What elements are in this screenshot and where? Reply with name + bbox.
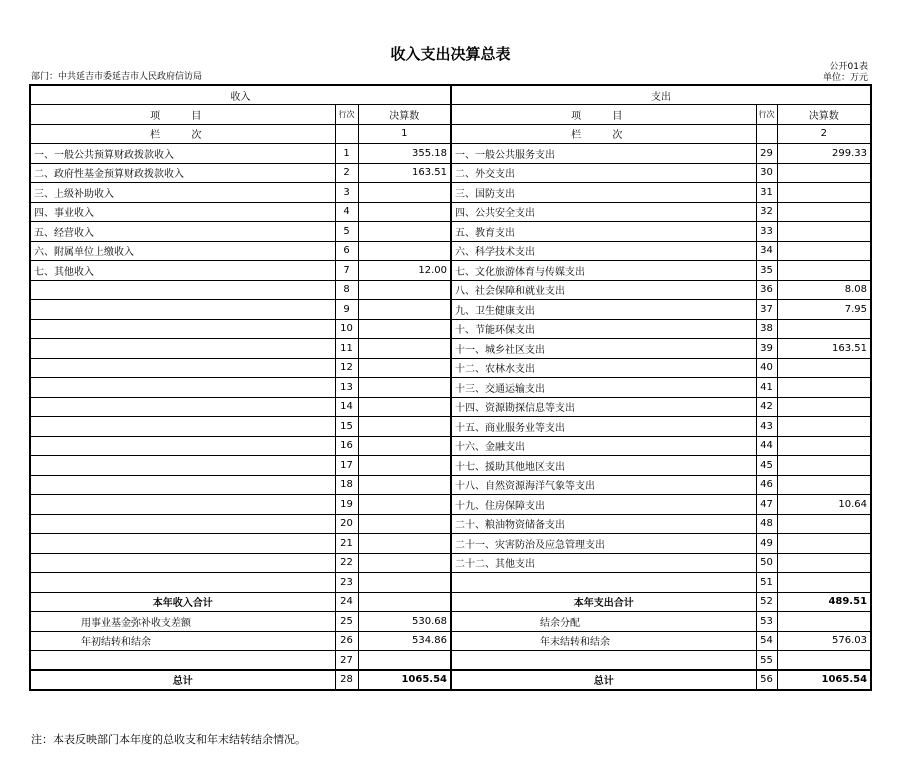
income-amount-header: 决算数	[358, 105, 451, 125]
income-line-no: 24	[335, 592, 358, 612]
income-item	[30, 475, 335, 495]
page-title: 收入支出决算总表	[390, 45, 511, 63]
income-item	[30, 553, 335, 573]
income-amount: 163.51	[358, 163, 451, 183]
table-row	[30, 495, 871, 515]
table-row	[30, 534, 871, 554]
table-row	[30, 202, 871, 222]
year-total-row	[30, 592, 871, 612]
income-item	[30, 573, 335, 593]
expense-header: 支出	[451, 85, 871, 105]
expense-col-number: 2	[777, 124, 871, 144]
expense-item: 十七、援助其他地区支出	[451, 456, 756, 476]
expense-item: 十三、交通运输支出	[451, 378, 756, 398]
table-row	[30, 378, 871, 398]
income-item: 用事业基金弥补收支差额	[30, 612, 335, 632]
expense-col-blank	[756, 124, 777, 144]
expense-item: 十六、金融支出	[451, 436, 756, 456]
income-amount	[358, 592, 451, 612]
income-amount	[358, 573, 451, 593]
income-item	[30, 651, 335, 671]
income-amount	[358, 378, 451, 398]
income-amount	[358, 222, 451, 242]
expense-amount	[777, 222, 871, 242]
income-item	[30, 300, 335, 320]
income-item	[30, 339, 335, 359]
income-line-no: 14	[335, 397, 358, 417]
expense-line-no: 52	[756, 592, 777, 612]
expense-item: 二十、粮油物资储备支出	[451, 514, 756, 534]
department-label: 部门：中共延吉市委延吉市人民政府信访局	[31, 72, 203, 82]
expense-amount: 576.03	[777, 631, 871, 651]
income-expense-table	[29, 84, 872, 691]
expense-line-no: 40	[756, 358, 777, 378]
table-row	[30, 417, 871, 437]
expense-amount: 163.51	[777, 339, 871, 359]
income-line-no: 13	[335, 378, 358, 398]
income-amount	[358, 534, 451, 554]
expense-amount	[777, 534, 871, 554]
income-line-no: 18	[335, 475, 358, 495]
income-amount: 534.86	[358, 631, 451, 651]
expense-line-no: 42	[756, 397, 777, 417]
expense-item: 三、国防支出	[451, 183, 756, 203]
expense-amount	[777, 612, 871, 632]
table-row	[30, 222, 871, 242]
expense-item: 十一、城乡社区支出	[451, 339, 756, 359]
income-col-blank	[335, 124, 358, 144]
income-line-no: 20	[335, 514, 358, 534]
table-row	[30, 339, 871, 359]
grand-total-row	[30, 670, 871, 690]
income-item	[30, 534, 335, 554]
header-row-columns	[30, 105, 871, 125]
income-line-no: 8	[335, 280, 358, 300]
table-row	[30, 183, 871, 203]
expense-item: 总计	[451, 670, 756, 690]
table-row	[30, 475, 871, 495]
expense-item: 九、卫生健康支出	[451, 300, 756, 320]
income-line-no: 25	[335, 612, 358, 632]
table-row	[30, 319, 871, 339]
expense-item-header: 项 目	[451, 105, 756, 125]
income-item	[30, 280, 335, 300]
income-line-header: 行次	[335, 105, 358, 125]
expense-line-no: 36	[756, 280, 777, 300]
income-line-no: 3	[335, 183, 358, 203]
expense-amount	[777, 475, 871, 495]
expense-item: 一、一般公共服务支出	[451, 144, 756, 164]
income-item	[30, 514, 335, 534]
income-line-no: 9	[335, 300, 358, 320]
expense-line-no: 35	[756, 261, 777, 281]
expense-item: 十、节能环保支出	[451, 319, 756, 339]
income-line-no: 11	[335, 339, 358, 359]
expense-amount: 1065.54	[777, 670, 871, 690]
table-row	[30, 397, 871, 417]
income-line-no: 19	[335, 495, 358, 515]
expense-item: 二十二、其他支出	[451, 553, 756, 573]
income-amount	[358, 495, 451, 515]
income-item: 五、经营收入	[30, 222, 335, 242]
table-row	[30, 358, 871, 378]
expense-amount: 299.33	[777, 144, 871, 164]
expense-item: 十四、资源勘探信息等支出	[451, 397, 756, 417]
expense-line-no: 45	[756, 456, 777, 476]
income-line-no: 17	[335, 456, 358, 476]
income-amount	[358, 300, 451, 320]
income-line-no: 4	[335, 202, 358, 222]
income-amount	[358, 651, 451, 671]
income-line-no: 10	[335, 319, 358, 339]
income-amount	[358, 183, 451, 203]
income-amount: 355.18	[358, 144, 451, 164]
expense-item: 七、文化旅游体育与传媒支出	[451, 261, 756, 281]
expense-item: 十九、住房保障支出	[451, 495, 756, 515]
expense-line-no: 32	[756, 202, 777, 222]
income-amount	[358, 319, 451, 339]
expense-col-label: 栏 次	[451, 124, 756, 144]
income-amount	[358, 553, 451, 573]
expense-line-no: 48	[756, 514, 777, 534]
income-line-no: 5	[335, 222, 358, 242]
expense-amount	[777, 241, 871, 261]
income-item	[30, 378, 335, 398]
expense-item: 二十一、灾害防治及应急管理支出	[451, 534, 756, 554]
income-amount	[358, 397, 451, 417]
income-item	[30, 397, 335, 417]
income-line-no: 7	[335, 261, 358, 281]
expense-line-no: 33	[756, 222, 777, 242]
income-line-no: 2	[335, 163, 358, 183]
expense-amount	[777, 417, 871, 437]
income-item	[30, 358, 335, 378]
expense-line-no: 39	[756, 339, 777, 359]
income-amount	[358, 339, 451, 359]
expense-item	[451, 573, 756, 593]
expense-line-no: 47	[756, 495, 777, 515]
income-line-no: 16	[335, 436, 358, 456]
table-row	[30, 241, 871, 261]
income-amount	[358, 456, 451, 476]
expense-amount	[777, 163, 871, 183]
expense-line-no: 55	[756, 651, 777, 671]
expense-amount: 8.08	[777, 280, 871, 300]
expense-line-no: 53	[756, 612, 777, 632]
income-line-no: 28	[335, 670, 358, 690]
expense-amount	[777, 261, 871, 281]
expense-line-header: 行次	[756, 105, 777, 125]
income-line-no: 6	[335, 241, 358, 261]
income-amount: 1065.54	[358, 670, 451, 690]
table-row	[30, 144, 871, 164]
expense-amount	[777, 514, 871, 534]
expense-line-no: 41	[756, 378, 777, 398]
expense-line-no: 50	[756, 553, 777, 573]
income-header: 收入	[30, 85, 451, 105]
expense-item: 十五、商业服务业等支出	[451, 417, 756, 437]
income-item: 一、一般公共预算财政拨款收入	[30, 144, 335, 164]
expense-line-no: 54	[756, 631, 777, 651]
expense-item	[451, 651, 756, 671]
income-amount: 12.00	[358, 261, 451, 281]
income-line-no: 21	[335, 534, 358, 554]
income-amount	[358, 280, 451, 300]
expense-item: 八、社会保障和就业支出	[451, 280, 756, 300]
income-item	[30, 456, 335, 476]
expense-item: 结余分配	[451, 612, 756, 632]
expense-line-no: 38	[756, 319, 777, 339]
income-amount	[358, 436, 451, 456]
income-line-no: 26	[335, 631, 358, 651]
expense-amount	[777, 183, 871, 203]
expense-item: 四、公共安全支出	[451, 202, 756, 222]
table-row	[30, 651, 871, 671]
expense-amount: 489.51	[777, 592, 871, 612]
expense-item: 二、外交支出	[451, 163, 756, 183]
expense-amount	[777, 319, 871, 339]
table-row	[30, 456, 871, 476]
table-row	[30, 514, 871, 534]
income-item: 六、附属单位上缴收入	[30, 241, 335, 261]
expense-amount	[777, 456, 871, 476]
income-col-number: 1	[358, 124, 451, 144]
income-amount	[358, 475, 451, 495]
expense-amount	[777, 573, 871, 593]
income-line-no: 1	[335, 144, 358, 164]
income-line-no: 27	[335, 651, 358, 671]
income-line-no: 15	[335, 417, 358, 437]
income-amount	[358, 417, 451, 437]
expense-item: 五、教育支出	[451, 222, 756, 242]
expense-amount	[777, 397, 871, 417]
expense-amount	[777, 553, 871, 573]
expense-line-no: 56	[756, 670, 777, 690]
income-item-header: 项 目	[30, 105, 335, 125]
expense-line-no: 29	[756, 144, 777, 164]
expense-amount: 7.95	[777, 300, 871, 320]
expense-line-no: 51	[756, 573, 777, 593]
income-line-no: 23	[335, 573, 358, 593]
table-row	[30, 612, 871, 632]
table-row	[30, 300, 871, 320]
expense-line-no: 30	[756, 163, 777, 183]
expense-amount	[777, 651, 871, 671]
expense-line-no: 31	[756, 183, 777, 203]
income-amount: 530.68	[358, 612, 451, 632]
expense-item: 十二、农林水支出	[451, 358, 756, 378]
income-item: 总计	[30, 670, 335, 690]
expense-item: 年末结转和结余	[451, 631, 756, 651]
expense-line-no: 37	[756, 300, 777, 320]
expense-line-no: 46	[756, 475, 777, 495]
table-row	[30, 553, 871, 573]
table-row	[30, 163, 871, 183]
table-row	[30, 573, 871, 593]
expense-line-no: 44	[756, 436, 777, 456]
expense-amount	[777, 202, 871, 222]
income-amount	[358, 358, 451, 378]
header-row-column-index	[30, 124, 871, 144]
expense-line-no: 34	[756, 241, 777, 261]
expense-amount	[777, 436, 871, 456]
income-item: 二、政府性基金预算财政拨款收入	[30, 163, 335, 183]
expense-item: 十八、自然资源海洋气象等支出	[451, 475, 756, 495]
table-row	[30, 631, 871, 651]
expense-line-no: 43	[756, 417, 777, 437]
income-col-label: 栏 次	[30, 124, 335, 144]
income-amount	[358, 202, 451, 222]
income-amount	[358, 514, 451, 534]
income-item: 本年收入合计	[30, 592, 335, 612]
income-line-no: 22	[335, 553, 358, 573]
income-item	[30, 417, 335, 437]
income-item: 三、上级补助收入	[30, 183, 335, 203]
expense-amount: 10.64	[777, 495, 871, 515]
income-item	[30, 495, 335, 515]
expense-line-no: 49	[756, 534, 777, 554]
table-row	[30, 280, 871, 300]
table-row	[30, 261, 871, 281]
expense-item: 六、科学技术支出	[451, 241, 756, 261]
footnote: 注：本表反映部门本年度的总收支和年末结转结余情况。	[31, 733, 306, 746]
income-item: 年初结转和结余	[30, 631, 335, 651]
income-item: 四、事业收入	[30, 202, 335, 222]
header-row-main	[30, 85, 871, 105]
income-amount	[358, 241, 451, 261]
table-row	[30, 436, 871, 456]
expense-amount-header: 决算数	[777, 105, 871, 125]
expense-amount	[777, 378, 871, 398]
expense-amount	[777, 358, 871, 378]
expense-item: 本年支出合计	[451, 592, 756, 612]
income-line-no: 12	[335, 358, 358, 378]
income-item	[30, 436, 335, 456]
form-number: 公开01表	[829, 62, 868, 72]
income-item	[30, 319, 335, 339]
unit-label: 单位：万元	[822, 73, 868, 83]
income-item: 七、其他收入	[30, 261, 335, 281]
